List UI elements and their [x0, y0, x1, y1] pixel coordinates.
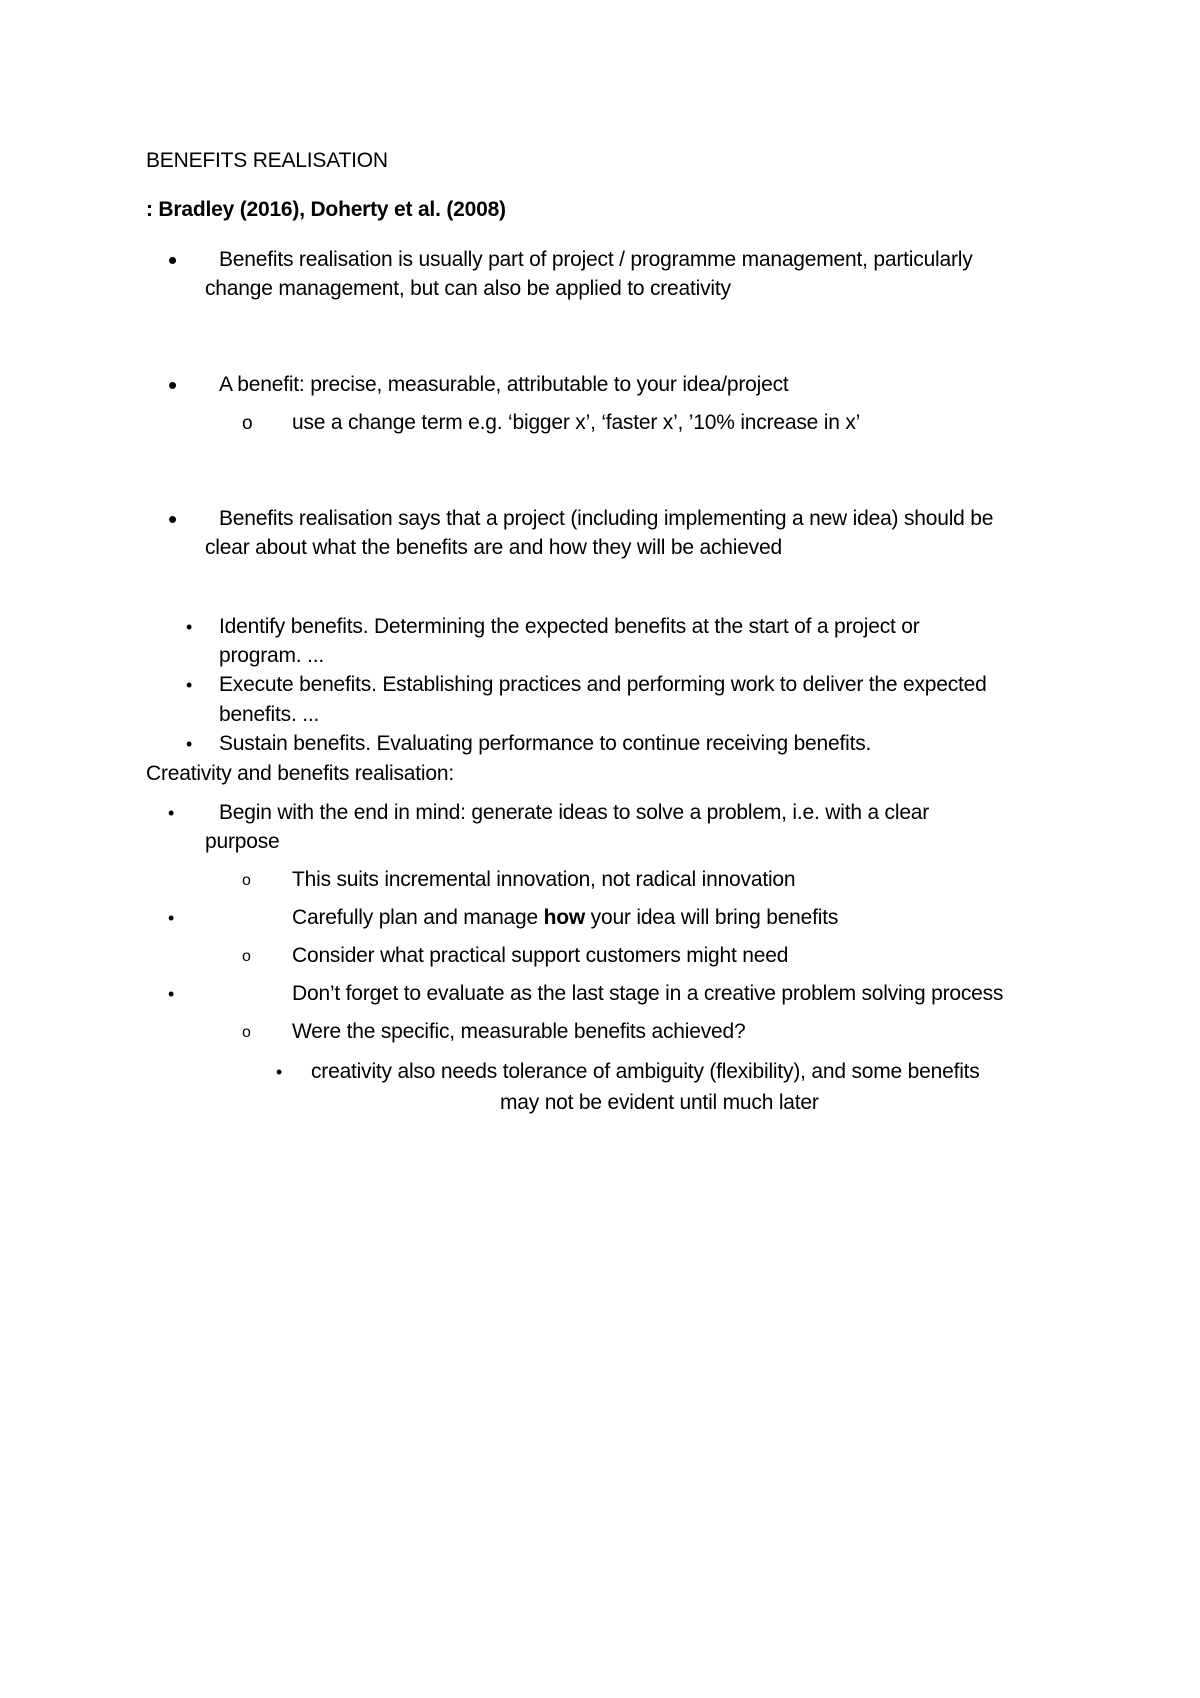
- bullet-marker: •: [168, 370, 178, 400]
- step-text: Sustain benefits. Evaluating performance to continue receiving benefits.: [219, 732, 872, 755]
- bullet-text-continuation: clear about what the benefits are and how they will be achieved: [205, 536, 782, 559]
- step-text-continuation: program. ...: [219, 644, 324, 667]
- sub-bullet-text: Consider what practical support customers might need: [292, 944, 789, 967]
- step-text: Execute benefits. Establishing practices and performing work to deliver the expected: [219, 673, 987, 696]
- bullet-text: Benefits realisation says that a project (including implementing a new idea) should be: [219, 507, 994, 530]
- bullet-marker: •: [168, 984, 175, 1004]
- step-text: Identify benefits. Determining the expected benefits at the start of a project or: [219, 615, 920, 638]
- bullet-text-continuation: may not be evident until much later: [500, 1091, 819, 1114]
- document-title: BENEFITS REALISATION: [146, 149, 388, 172]
- bullet-marker: •: [168, 504, 178, 534]
- sub-bullet-marker: o: [242, 1024, 251, 1041]
- bullet-text: A benefit: precise, measurable, attributable to your idea/project: [219, 373, 789, 396]
- bullet-text: [292, 903, 838, 932]
- sub-bullet-text: This suits incremental innovation, not radical innovation: [292, 868, 796, 891]
- sub-bullet-marker: o: [242, 948, 251, 965]
- bullet-text-part: Carefully plan and manage: [292, 906, 544, 929]
- bullet-marker: •: [186, 734, 193, 754]
- bullet-marker: •: [168, 245, 178, 275]
- bold-emphasis: how: [543, 906, 586, 929]
- sub-bullet-text: Were the specific, measurable benefits achieved?: [292, 1020, 746, 1043]
- step-text-continuation: benefits. ...: [219, 703, 320, 726]
- bullet-text-continuation: change management, but can also be applied to creativity: [205, 277, 731, 300]
- sources-line: : Bradley (2016), Doherty et al. (2008): [146, 198, 506, 221]
- bullet-marker: •: [168, 908, 175, 928]
- bullet-text: Begin with the end in mind: generate ideas to solve a problem, i.e. with a clear: [219, 801, 930, 824]
- bullet-text: Don’t forget to evaluate as the last stage in a creative problem solving process: [292, 982, 1004, 1005]
- sub-bullet-marker: o: [242, 872, 251, 889]
- bullet-text: Benefits realisation is usually part of project / programme management, particularly: [219, 248, 973, 271]
- bullet-marker: •: [168, 803, 175, 823]
- bullet-marker: •: [186, 617, 193, 637]
- section-heading: Creativity and benefits realisation:: [146, 762, 454, 785]
- bullet-text: creativity also needs tolerance of ambiguity (flexibility), and some benefits: [311, 1060, 980, 1083]
- sub-bullet-text: use a change term e.g. ‘bigger x’, ‘faster x’, ’10% increase in x’: [292, 411, 861, 434]
- bullet-marker: •: [186, 675, 193, 695]
- bullet-marker: •: [276, 1062, 283, 1082]
- sub-bullet-marker: o: [242, 413, 253, 434]
- bullet-text-part: your idea will bring benefits: [585, 906, 839, 929]
- bullet-text-continuation: purpose: [205, 830, 280, 853]
